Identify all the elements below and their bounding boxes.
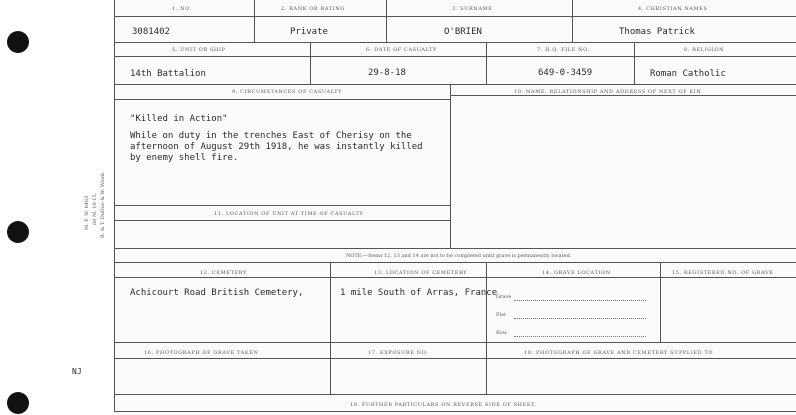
header-next-of-kin: 10. NAME, RELATIONSHIP AND ADDRESS OF NEXT OF KIN <box>514 89 702 95</box>
value-file-no: 649-0-3459 <box>538 68 593 78</box>
grave-label: Grave <box>496 294 512 300</box>
header-location-cemetery: 13. LOCATION OF CEMETERY <box>374 270 468 276</box>
header-exposure: 17. EXPOSURE NO. <box>368 350 429 356</box>
header-photo-supplied: 18. PHOTOGRAPH OF GRAVE AND CEMETERY SUPPLIED TO <box>524 350 714 356</box>
punch-hole-top <box>7 31 29 53</box>
plot-field-line <box>514 318 646 319</box>
value-no: 3081402 <box>132 27 170 37</box>
value-location-cemetery: 1 mile South of Arras, France <box>340 288 498 298</box>
initials: NJ <box>72 367 82 376</box>
value-unit: 14th Battalion <box>130 69 206 79</box>
side-note-2: 60 M. 10-15. <box>92 192 98 225</box>
grave-field-line <box>514 300 646 301</box>
value-rank: Private <box>290 27 328 37</box>
header-cemetery: 12. CEMETERY <box>200 270 247 276</box>
value-date: 29-8-18 <box>368 68 406 78</box>
header-religion: 8. RELIGION <box>684 47 725 53</box>
casualty-card <box>114 0 796 415</box>
footer-further-particulars: 19. FURTHER PARTICULARS ON REVERSE SIDE OF SHEET. <box>350 402 537 408</box>
plot-label: Plot <box>496 312 506 318</box>
side-note-3: R. & T. Duthie & W. Wood. <box>100 171 106 238</box>
header-unit: 5. UNIT OR SHIP <box>172 47 226 53</box>
header-rank: 2. RANK OR RATING <box>281 6 345 12</box>
value-surname: O'BRIEN <box>444 27 482 37</box>
header-location-unit: 11. LOCATION OF UNIT AT TIME OF CASUALTY <box>214 211 364 217</box>
header-circumstances: 9. CIRCUMSTANCES OF CASUALTY <box>232 89 343 95</box>
header-registered: 15. REGISTERED NO. OF GRAVE <box>672 270 774 276</box>
side-note-1: M. F. W. 6463 <box>84 195 90 230</box>
header-christian-names: 4. CHRISTIAN NAMES <box>638 6 708 12</box>
circumstances-title: "Killed in Action" <box>130 114 228 124</box>
value-religion: Roman Catholic <box>650 69 726 79</box>
punch-hole-bottom <box>7 392 29 414</box>
row-field-line <box>514 336 646 337</box>
header-no: 1. NO. <box>172 6 192 12</box>
punch-hole-middle <box>7 221 29 243</box>
header-grave-location: 14. GRAVE LOCATION <box>542 270 611 276</box>
header-photo-grave: 16. PHOTOGRAPH OF GRAVE TAKEN <box>144 350 259 356</box>
row-label: Row <box>496 330 508 336</box>
circumstances-text: While on duty in the trenches East of Cherisy on the afternoon of August 29th 1918, he was instantly killed by enemy shell fire. <box>130 131 423 163</box>
header-file-no: 7. H.Q. FILE NO. <box>537 47 590 53</box>
note-line: NOTE:—Items 12, 13 and 14 are not to be completed until grave is permanently located. <box>346 253 572 259</box>
header-date: 6. DATE OF CASUALTY <box>366 47 437 53</box>
value-christian-names: Thomas Patrick <box>619 27 695 37</box>
header-surname: 3. SURNAME <box>452 6 493 12</box>
value-cemetery: Achicourt Road British Cemetery, <box>130 288 304 298</box>
